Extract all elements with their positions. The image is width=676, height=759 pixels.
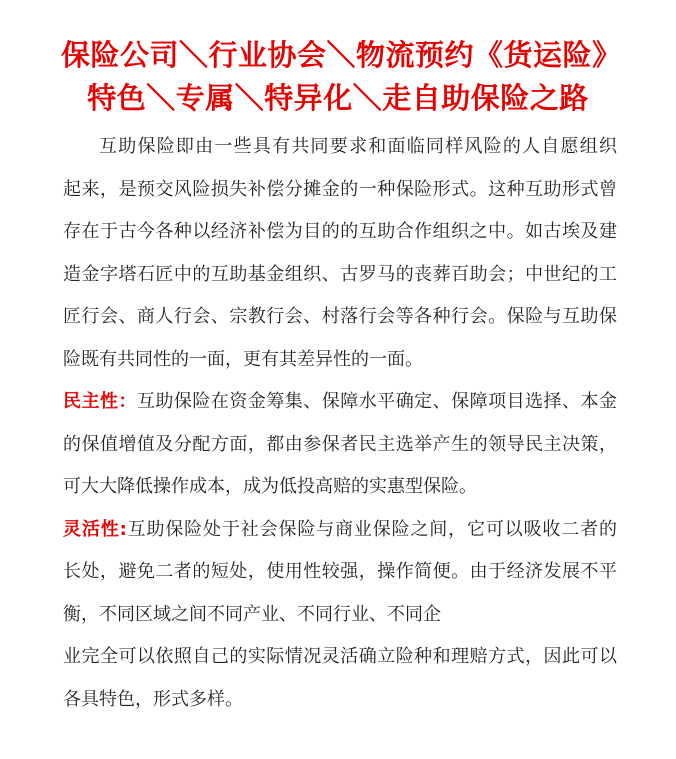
body-line (63, 509, 617, 552)
body-line: 造金字塔石匠中的互助基金组织、古罗马的丧葬百助会；中世纪的工 (63, 263, 617, 285)
doc-title-line2: 特色＼专属＼特异化＼走自助保险之路 (87, 81, 589, 115)
body-line: 险既有共同性的一面，更有其差异性的一面。 (63, 348, 423, 370)
body-line: 匠行会、商人行会、宗教行会、村落行会等各种行会。保险与互助保 (63, 306, 617, 327)
body-line-text: 互助保险在资金筹集、保障水平确定、保障项目选择、本金 (136, 391, 618, 412)
body-line: 可大大降低操作成本，成为低投高赔的实惠型保险。 (63, 476, 477, 497)
doc-title-line1: 保险公司＼行业协会＼物流预约《货运险》 (61, 38, 622, 72)
body-line: 长处，避免二者的短处，使用性较强，操作简便。由于经济发展不平 (63, 561, 617, 582)
body-line: 的保值增值及分配方面，都由参保者民主选举产生的领导民主决策， (63, 433, 617, 455)
body-line: 存在于古今各种以经济补偿为目的的互助合作组织之中。如古埃及建 (63, 221, 617, 242)
section-label-linghuoxing: 灵活性: (63, 518, 127, 540)
document-title (61, 34, 622, 120)
section-label-minzhuxing: 民主性： (63, 391, 137, 412)
body-line: 衡，不同区域之间不同产业、不同行业、不同企 (63, 603, 441, 625)
body-line: 起来，是预交风险损失补偿分摊金的一种保险形式。这种互助形式曾 (63, 178, 617, 200)
body-line (63, 381, 617, 424)
body-line-text: 互助保险处于社会保险与商业保险之间，它可以吸收二者的 (126, 518, 617, 540)
body-line: 互助保险即由一些具有共同要求和面临同样风险的人自愿组织 (99, 136, 617, 157)
document-body (63, 126, 617, 721)
body-line: 业完全可以依照自己的实际情况灵活确立险种和理赔方式，因此可以 (63, 646, 617, 667)
body-line: 各具特色，形式多样。 (63, 688, 243, 710)
